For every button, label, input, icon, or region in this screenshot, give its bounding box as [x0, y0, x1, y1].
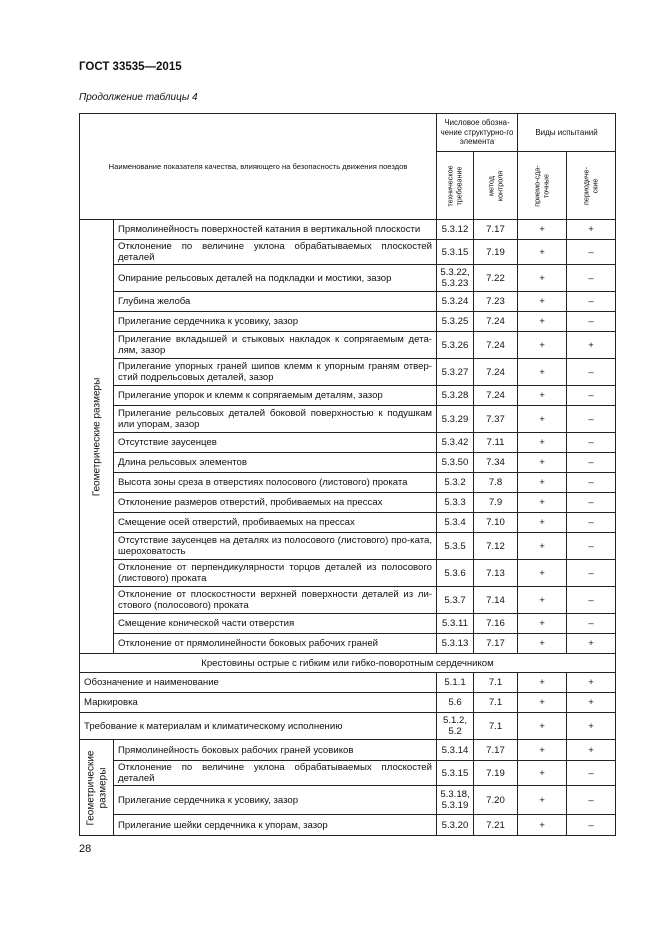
- table-row: [80, 786, 616, 815]
- control-method-ref: 7.23: [474, 292, 518, 312]
- control-method-ref: 7.37: [474, 406, 518, 433]
- table-row: [80, 713, 616, 740]
- table-row: [80, 587, 616, 614]
- table-row: [80, 332, 616, 359]
- table-row: [80, 815, 616, 836]
- table-row: [80, 533, 616, 560]
- control-method-ref: 7.11: [474, 433, 518, 453]
- indicator-name: Отклонение по величине уклона обрабатываемых плоскостей деталей: [114, 761, 437, 786]
- tech-requirement-ref: 5.6: [437, 693, 474, 713]
- indicator-name: Прилегание сердечника к усовику, зазор: [114, 312, 437, 332]
- table-row: [80, 220, 616, 240]
- indicator-name: Прилегание шейки сердечника к упорам, зазор: [114, 815, 437, 836]
- acceptance-mark: +: [518, 220, 567, 240]
- acceptance-mark: +: [518, 493, 567, 513]
- tech-requirement-ref: 5.3.29: [437, 406, 474, 433]
- tech-requirement-ref: 5.3.20: [437, 815, 474, 836]
- control-method-ref: 7.9: [474, 493, 518, 513]
- tech-requirement-ref: 5.3.22, 5.3.23: [437, 265, 474, 292]
- acceptance-mark: +: [518, 386, 567, 406]
- tech-requirement-ref: 5.3.12: [437, 220, 474, 240]
- table-caption: Продолжение таблицы 4: [79, 92, 198, 103]
- tech-requirement-ref: 5.3.7: [437, 587, 474, 614]
- periodic-mark: –: [567, 453, 616, 473]
- header-numeric-designation: Числовое обозна-чение структурно-го элемента: [437, 114, 518, 152]
- indicator-name: Отсутствие заусенцев: [114, 433, 437, 453]
- table-row: [80, 453, 616, 473]
- control-method-ref: 7.1: [474, 673, 518, 693]
- acceptance-mark: +: [518, 312, 567, 332]
- control-method-ref: 7.14: [474, 587, 518, 614]
- table-row: [80, 265, 616, 292]
- acceptance-mark: +: [518, 265, 567, 292]
- indicator-name: Отклонение по величине уклона обрабатываемых плоскостей деталей: [114, 240, 437, 265]
- acceptance-mark: +: [518, 740, 567, 761]
- indicator-name: Отсутствие заусенцев на деталях из полосового (листового) про-ката, шероховатость: [114, 533, 437, 560]
- periodic-mark: –: [567, 786, 616, 815]
- periodic-mark: –: [567, 406, 616, 433]
- header-control-method: метод контроля: [474, 152, 518, 220]
- periodic-mark: +: [567, 673, 616, 693]
- acceptance-mark: +: [518, 673, 567, 693]
- control-method-ref: 7.8: [474, 473, 518, 493]
- acceptance-mark: +: [518, 713, 567, 740]
- group-label-cell: [80, 740, 114, 836]
- control-method-ref: 7.17: [474, 740, 518, 761]
- acceptance-mark: +: [518, 359, 567, 386]
- control-method-ref: 7.24: [474, 332, 518, 359]
- acceptance-mark: +: [518, 406, 567, 433]
- acceptance-mark: +: [518, 634, 567, 654]
- control-method-ref: 7.24: [474, 312, 518, 332]
- control-method-ref: 7.12: [474, 533, 518, 560]
- control-method-ref: 7.20: [474, 786, 518, 815]
- periodic-mark: +: [567, 693, 616, 713]
- periodic-mark: –: [567, 493, 616, 513]
- control-method-ref: 7.21: [474, 815, 518, 836]
- acceptance-mark: +: [518, 513, 567, 533]
- tech-requirement-ref: 5.3.14: [437, 740, 474, 761]
- page-number: 28: [79, 843, 92, 855]
- header-tech-requirement: техническое требование: [437, 152, 474, 220]
- indicator-name: Длина рельсовых элементов: [114, 453, 437, 473]
- header-indicator-name: Наименование показателя качества, влияющего на безопасность движения поездов: [80, 114, 437, 220]
- indicator-name: Обозначение и наименование: [80, 673, 437, 693]
- periodic-mark: –: [567, 292, 616, 312]
- tech-requirement-ref: 5.3.25: [437, 312, 474, 332]
- periodic-mark: –: [567, 560, 616, 587]
- control-method-ref: 7.19: [474, 761, 518, 786]
- header-periodic: периодиче-ские: [567, 152, 616, 220]
- tech-requirement-ref: 5.3.3: [437, 493, 474, 513]
- tech-requirement-ref: 5.3.18, 5.3.19: [437, 786, 474, 815]
- header-test-types: Виды испытаний: [518, 114, 616, 152]
- indicator-name: Смещение осей отверстий, пробиваемых на прессах: [114, 513, 437, 533]
- indicator-name: Прилегание рельсовых деталей боковой поверхностью к подушкам или упорам, зазор: [114, 406, 437, 433]
- table-row: [80, 761, 616, 786]
- control-method-ref: 7.24: [474, 359, 518, 386]
- table-row: [80, 359, 616, 386]
- table-row: [80, 560, 616, 587]
- table-row: [80, 240, 616, 265]
- control-method-ref: 7.1: [474, 693, 518, 713]
- tech-requirement-ref: 5.3.6: [437, 560, 474, 587]
- periodic-mark: –: [567, 359, 616, 386]
- control-method-ref: 7.22: [474, 265, 518, 292]
- acceptance-mark: +: [518, 614, 567, 634]
- acceptance-mark: +: [518, 453, 567, 473]
- indicator-name: Прилегание вкладышей и стыковых накладок к сопрягаемым дета-лям, зазор: [114, 332, 437, 359]
- table-row: [80, 513, 616, 533]
- indicator-name: Прилегание упорных граней шипов клемм к упорным граням отвер-стий подрельсовых деталей, зазор: [114, 359, 437, 386]
- table-row: [80, 693, 616, 713]
- tech-requirement-ref: 5.3.24: [437, 292, 474, 312]
- tech-requirement-ref: 5.3.42: [437, 433, 474, 453]
- control-method-ref: 7.10: [474, 513, 518, 533]
- acceptance-mark: +: [518, 332, 567, 359]
- control-method-ref: 7.13: [474, 560, 518, 587]
- indicator-name: Требование к материалам и климатическому исполнению: [80, 713, 437, 740]
- indicator-name: Отклонение от перпендикулярности торцов деталей из полосового (листового) проката: [114, 560, 437, 587]
- indicator-name: Глубина желоба: [114, 292, 437, 312]
- section-row: [80, 654, 616, 673]
- tech-requirement-ref: 5.3.27: [437, 359, 474, 386]
- quality-indicators-table: [79, 113, 616, 836]
- document-title: ГОСТ 33535—2015: [79, 61, 182, 73]
- acceptance-mark: +: [518, 693, 567, 713]
- periodic-mark: –: [567, 265, 616, 292]
- indicator-name: Маркировка: [80, 693, 437, 713]
- control-method-ref: 7.34: [474, 453, 518, 473]
- acceptance-mark: +: [518, 240, 567, 265]
- indicator-name: Прямолинейность боковых рабочих граней усовиков: [114, 740, 437, 761]
- periodic-mark: –: [567, 240, 616, 265]
- control-method-ref: 7.1: [474, 713, 518, 740]
- indicator-name: Прилегание упорок и клемм к сопрягаемым деталям, зазор: [114, 386, 437, 406]
- tech-requirement-ref: 5.3.11: [437, 614, 474, 634]
- group-label-cell: [80, 220, 114, 654]
- control-method-ref: 7.17: [474, 220, 518, 240]
- tech-requirement-ref: 5.3.50: [437, 453, 474, 473]
- indicator-name: Прилегание сердечника к усовику, зазор: [114, 786, 437, 815]
- control-method-ref: 7.24: [474, 386, 518, 406]
- periodic-mark: +: [567, 634, 616, 654]
- table-row: [80, 433, 616, 453]
- tech-requirement-ref: 5.3.15: [437, 240, 474, 265]
- periodic-mark: –: [567, 614, 616, 634]
- acceptance-mark: +: [518, 533, 567, 560]
- table-row: [80, 493, 616, 513]
- tech-requirement-ref: 5.1.2, 5.2: [437, 713, 474, 740]
- periodic-mark: –: [567, 587, 616, 614]
- acceptance-mark: +: [518, 473, 567, 493]
- acceptance-mark: +: [518, 560, 567, 587]
- control-method-ref: 7.19: [474, 240, 518, 265]
- periodic-mark: –: [567, 473, 616, 493]
- periodic-mark: –: [567, 761, 616, 786]
- tech-requirement-ref: 5.3.2: [437, 473, 474, 493]
- table-row: [80, 473, 616, 493]
- acceptance-mark: +: [518, 433, 567, 453]
- indicator-name: Высота зоны среза в отверстиях полосового (листового) проката: [114, 473, 437, 493]
- periodic-mark: +: [567, 332, 616, 359]
- periodic-mark: +: [567, 713, 616, 740]
- indicator-name: Опирание рельсовых деталей на подкладки и мостики, зазор: [114, 265, 437, 292]
- periodic-mark: –: [567, 513, 616, 533]
- periodic-mark: +: [567, 740, 616, 761]
- periodic-mark: –: [567, 815, 616, 836]
- tech-requirement-ref: 5.3.5: [437, 533, 474, 560]
- tech-requirement-ref: 5.3.13: [437, 634, 474, 654]
- acceptance-mark: +: [518, 761, 567, 786]
- table-row: [80, 386, 616, 406]
- periodic-mark: –: [567, 433, 616, 453]
- control-method-ref: 7.16: [474, 614, 518, 634]
- table-row: [80, 614, 616, 634]
- section-title: Крестовины острые с гибким или гибко-поворотным сердечником: [80, 654, 616, 673]
- indicator-name: Отклонение от прямолинейности боковых рабочих граней: [114, 634, 437, 654]
- table-row: [80, 312, 616, 332]
- acceptance-mark: +: [518, 292, 567, 312]
- tech-requirement-ref: 5.3.26: [437, 332, 474, 359]
- tech-requirement-ref: 5.1.1: [437, 673, 474, 693]
- tech-requirement-ref: 5.3.4: [437, 513, 474, 533]
- tech-requirement-ref: 5.3.28: [437, 386, 474, 406]
- table-row: [80, 406, 616, 433]
- periodic-mark: +: [567, 220, 616, 240]
- periodic-mark: –: [567, 386, 616, 406]
- tech-requirement-ref: 5.3.15: [437, 761, 474, 786]
- periodic-mark: –: [567, 533, 616, 560]
- indicator-name: Отклонение размеров отверстий, пробиваемых на прессах: [114, 493, 437, 513]
- acceptance-mark: +: [518, 587, 567, 614]
- table-row: [80, 634, 616, 654]
- acceptance-mark: +: [518, 786, 567, 815]
- indicator-name: Отклонение от плоскостности верхней поверхности деталей из ли-стового (полосового) проката: [114, 587, 437, 614]
- group-label: Геометрические размеры: [90, 377, 102, 496]
- periodic-mark: –: [567, 312, 616, 332]
- header-acceptance: приемо-сда-точные: [518, 152, 567, 220]
- table-row: [80, 740, 616, 761]
- group-label: Геометрические размеры: [85, 750, 108, 825]
- table-row: [80, 292, 616, 312]
- acceptance-mark: +: [518, 815, 567, 836]
- table-row: [80, 673, 616, 693]
- control-method-ref: 7.17: [474, 634, 518, 654]
- indicator-name: Прямолинейность поверхностей катания в вертикальной плоскости: [114, 220, 437, 240]
- indicator-name: Смещение конической части отверстия: [114, 614, 437, 634]
